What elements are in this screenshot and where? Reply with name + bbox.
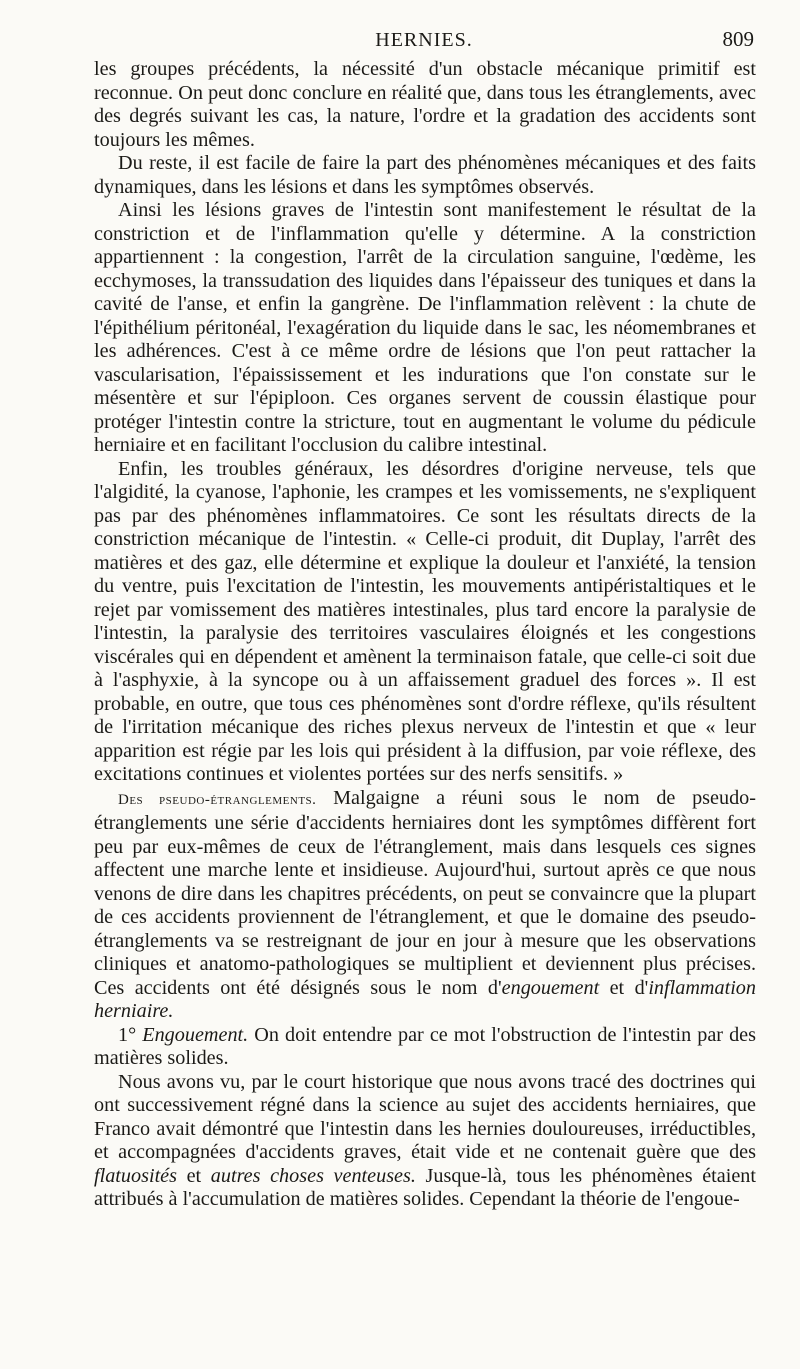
- section-heading: Des pseudo-étranglements.: [118, 791, 317, 808]
- text-run: Jusque-là, tous les phénomènes étaient attribués à l'accumulation de matières solides. Cependant la théorie de l'engoue-: [94, 1164, 757, 1210]
- text-run: On doit entendre par ce mot l'obstruction de l'intestin par des matières solides.: [94, 1023, 756, 1069]
- running-title: HERNIES.: [375, 29, 473, 51]
- page-header: [94, 27, 754, 55]
- text-run: Nous avons vu, par le court historique que nous avons tracé des doctrines qui ont successivement régné dans la science au sujet des accidents herniaires, que Franco avait démontré que l'intestin dans les hernies douloureuses, irréductibles, et accompagnées d'accidents graves, était vide et ne contenait guère que des: [94, 1070, 756, 1163]
- paragraph: Du reste, il est facile de faire la part des phénomènes mécaniques et des faits dynamiques, dans les lésions et dans les symptômes observés.: [94, 152, 756, 198]
- paragraph: [94, 1071, 756, 1212]
- paragraph: les groupes précédents, la nécessité d'un obstacle mécanique primitif est reconnue. On peut donc conclure en réalité que, dans tous les étranglements, avec des degrés suivant les cas, la nature, l'ordre et la gradation des accidents sont toujours les mêmes.: [94, 58, 756, 151]
- subsection-heading: Engouement.: [142, 1023, 249, 1046]
- paragraph: [94, 787, 756, 1024]
- page-number: 809: [722, 27, 754, 51]
- italic-term: autres choses venteuses.: [210, 1164, 416, 1187]
- text-run: et d': [599, 976, 649, 999]
- body-text: [94, 58, 756, 1212]
- paragraph: [94, 1024, 756, 1071]
- section-number: 1°: [118, 1023, 143, 1046]
- italic-term: engouement: [501, 976, 600, 999]
- italic-term: flatuosités: [94, 1164, 177, 1187]
- text-run: Malgaigne a réuni sous le nom de pseudo-étranglements une série d'accidents herniaires dont les symptômes diffèrent fort peu par eux-mêmes de ceux de l'étranglement, mais dans lesquels ces signes affectent une marche lente et insidieuse. Aujourd'hui, surtout après ce que nous venons de dire dans les chapitres précédents, on peut se convaincre que la plupart de ces accidents proviennent de l'étranglement, et que le domaine des pseudo-étranglements va se restreignant de jour en jour à mesure que les observations cliniques et anatomo-pathologiques se multiplient et deviennent plus précises. Ces accidents ont été désignés sous le nom d': [94, 786, 756, 999]
- paragraph: Enfin, les troubles généraux, les désordres d'origine nerveuse, tels que l'algidité, la cyanose, l'aphonie, les crampes et les vomissements, ne s'expliquent pas par des phénomènes inflammatoires. Ce sont les résultats directs de la constriction mécanique de l'intestin. « Celle-ci produit, dit Duplay, l'arrêt des matières et des gaz, elle détermine et explique la douleur et l'anxiété, la tension du ventre, puis l'excitation de l'intestin, les mouvements antipéristaltiques et le rejet par vomissement des matières intestinales, plus tard encore la paralysie de l'intestin, la paralysie des territoires vasculaires éloignés et les congestions viscérales qui en dépendent et amènent la terminaison fatale, que celle-ci soit due à l'asphyxie, à la syncope ou à un affaissement graduel des forces ». Il est probable, en outre, que tous ces phénomènes sont d'ordre réflexe, qu'ils résultent de l'irritation mécanique des riches plexus nerveux de l'intestin et que « leur apparition est régie par les lois qui président à la diffusion, par voie réflexe, des excitations continues et violentes portées sur des nerfs sensitifs. »: [94, 457, 756, 785]
- text-run: et: [177, 1164, 211, 1187]
- paragraph: Ainsi les lésions graves de l'intestin sont manifestement le résultat de la constriction et de l'inflammation qu'elle y détermine. A la constriction appartiennent : la congestion, l'arrêt de la circulation sanguine, l'œdème, les ecchymoses, la transsudation des liquides dans l'épaisseur des tuniques et dans la cavité de l'anse, et enfin la gangrène. De l'inflammation relèvent : la chute de l'épithélium péritonéal, l'exagération du liquide dans le sac, les néomembranes et les adhérences. C'est à ce même ordre de lésions que l'on peut rattacher la vascularisation, l'épaississement et les indurations que l'on constate sur le mésentère et sur l'épiploon. Ces organes servent de coussin élastique pour protéger l'intestin contre la stricture, tout en augmentant le volume du pédicule herniaire et en facilitant l'occlusion du calibre intestinal.: [94, 199, 756, 456]
- italic-term: inflammation herniaire.: [94, 976, 756, 1022]
